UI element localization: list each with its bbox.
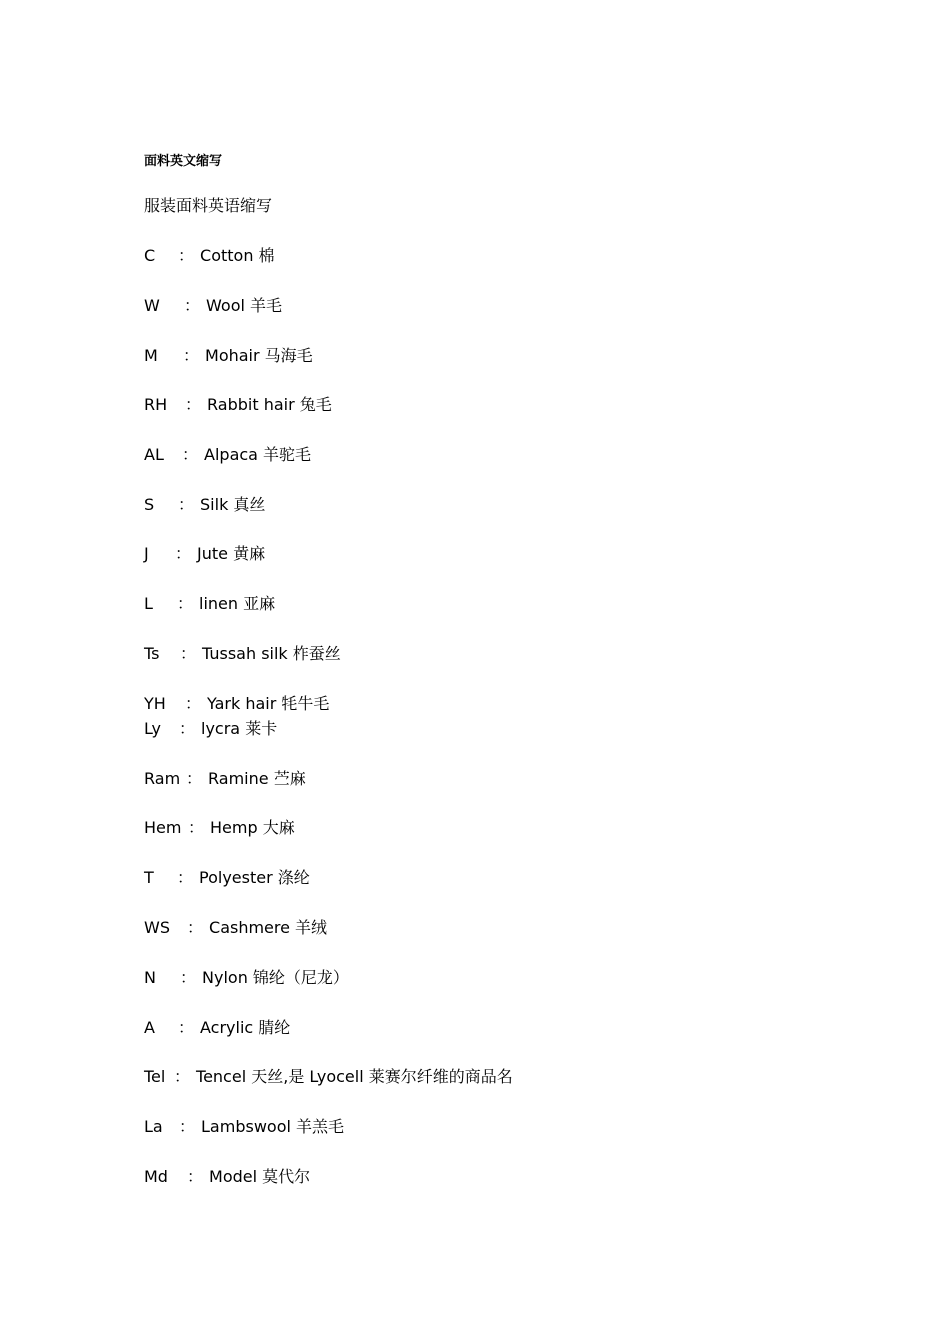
entry-linen (144, 593, 275, 615)
entry-abbr: Ts (144, 644, 160, 663)
document-subtitle: 服装面料英语缩写 (144, 196, 273, 215)
entry-description: Nylon 锦纶（尼龙） (202, 968, 349, 987)
entry-polyester (144, 867, 310, 889)
entry-description: Lambswool 羊羔毛 (201, 1117, 345, 1136)
entry-separator: ： (187, 918, 204, 937)
entry-separator: ： (185, 694, 202, 713)
entry-abbr: L (144, 594, 153, 613)
entry-ramie (144, 768, 306, 790)
entry-separator: ： (178, 246, 195, 265)
entry-separator: ： (179, 719, 196, 738)
entry-abbr: Md (144, 1167, 168, 1186)
document-title: 面料英文缩写 (144, 154, 223, 169)
entry-yak-hair (144, 693, 329, 715)
entry-description: Alpaca 羊驼毛 (204, 445, 312, 464)
entry-wool (144, 295, 282, 317)
entry-separator: ： (177, 594, 194, 613)
entry-separator: ： (187, 1167, 204, 1186)
entry-description: Yark hair 牦牛毛 (207, 694, 330, 713)
entry-separator: ： (184, 296, 201, 315)
entry-separator: ： (180, 968, 197, 987)
entry-abbr: C (144, 246, 156, 265)
entry-separator: ： (179, 1117, 196, 1136)
entry-separator: ： (186, 769, 203, 788)
entry-jute (144, 543, 265, 565)
entry-abbr: Ly (144, 719, 161, 738)
entry-silk (144, 494, 265, 516)
entry-description: Polyester 涤纶 (199, 868, 310, 887)
entry-description: Model 莫代尔 (209, 1167, 311, 1186)
entry-separator: ： (178, 1018, 195, 1037)
entry-abbr: N (144, 968, 156, 987)
entry-separator: ： (174, 1067, 191, 1086)
entry-cashmere (144, 917, 327, 939)
entry-separator: ： (178, 495, 195, 514)
entry-abbr: YH (144, 694, 166, 713)
entry-description: Tussah silk 柞蚕丝 (202, 644, 341, 663)
entry-tussah-silk (144, 643, 341, 665)
entry-cotton (144, 245, 275, 267)
entry-lycra (144, 718, 277, 740)
entry-abbr: RH (144, 395, 168, 414)
entry-alpaca (144, 444, 311, 466)
entry-separator: ： (180, 644, 197, 663)
entry-acrylic (144, 1017, 290, 1039)
entry-description: lycra 莱卡 (201, 719, 278, 738)
entry-abbr: J (144, 544, 149, 563)
entry-abbr: S (144, 495, 155, 514)
entry-abbr: WS (144, 918, 170, 937)
entry-lambswool (144, 1116, 344, 1138)
entry-mohair (144, 345, 313, 367)
entry-rabbit-hair (144, 394, 332, 416)
entry-abbr: Ram (144, 769, 181, 788)
entry-hemp (144, 817, 295, 839)
entry-abbr: La (144, 1117, 163, 1136)
entry-modal (144, 1166, 310, 1188)
entry-description: Cotton 棉 (200, 246, 275, 265)
entry-tencel (144, 1066, 513, 1088)
entry-description: Tencel 天丝,是 Lyocell 莱赛尔纤维的商品名 (196, 1067, 513, 1086)
entry-description: Hemp 大麻 (210, 818, 295, 837)
entry-description: Silk 真丝 (200, 495, 266, 514)
entry-abbr: Tel (144, 1067, 166, 1086)
entry-separator: ： (185, 395, 202, 414)
entry-description: Cashmere 羊绒 (209, 918, 328, 937)
entry-description: Ramine 苎麻 (208, 769, 306, 788)
entry-description: Mohair 马海毛 (205, 346, 313, 365)
entry-nylon (144, 967, 349, 989)
entry-description: Wool 羊毛 (206, 296, 283, 315)
entry-abbr: Hem (144, 818, 182, 837)
entry-separator: ： (188, 818, 205, 837)
entry-description: Rabbit hair 兔毛 (207, 395, 332, 414)
entry-abbr: M (144, 346, 158, 365)
entry-abbr: A (144, 1018, 155, 1037)
entry-abbr: W (144, 296, 160, 315)
entry-description: linen 亚麻 (199, 594, 276, 613)
entry-abbr: AL (144, 445, 164, 464)
entry-separator: ： (182, 445, 199, 464)
entry-description: Acrylic 腈纶 (200, 1018, 291, 1037)
entry-description: Jute 黄麻 (197, 544, 266, 563)
entry-abbr: T (144, 868, 154, 887)
entry-separator: ： (177, 868, 194, 887)
entry-separator: ： (183, 346, 200, 365)
entry-separator: ： (175, 544, 192, 563)
